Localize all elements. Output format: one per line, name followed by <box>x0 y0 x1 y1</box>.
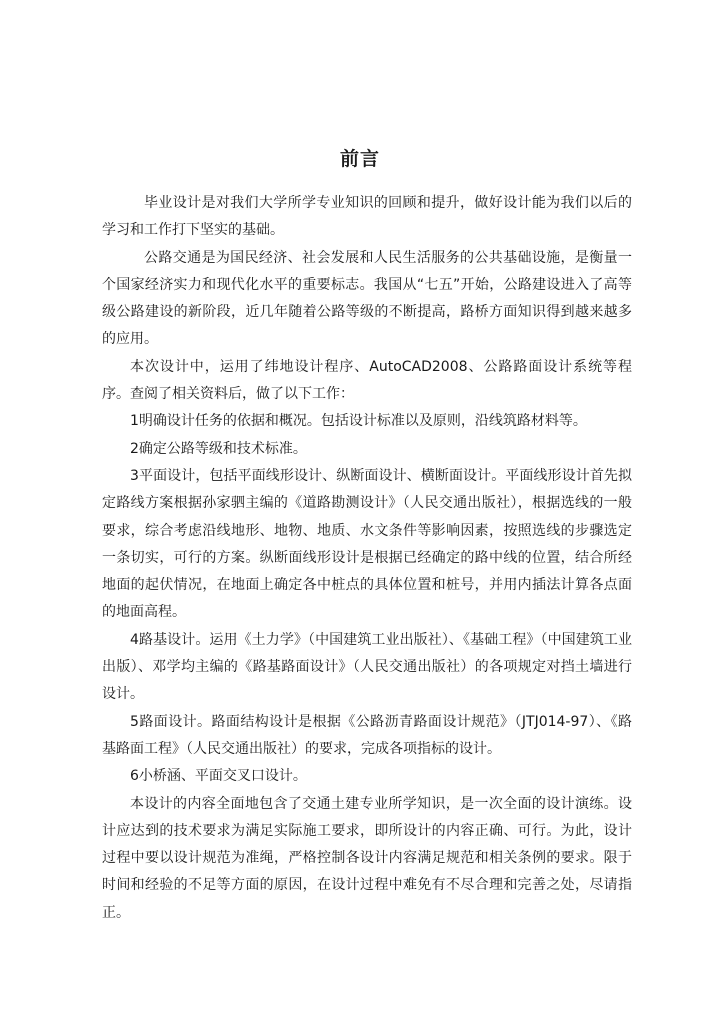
paragraph-intro: 毕业设计是对我们大学所学专业知识的回顾和提升，做好设计能为我们以后的学习和工作打下坚实的基础。 <box>102 195 632 239</box>
document-body <box>102 190 632 927</box>
paragraph-item-1: 1明确设计任务的依据和概况。包括设计标准以及原则，沿线筑路材料等。 <box>130 413 587 430</box>
paragraph-item-3: 3平面设计，包括平面线形设计、纵断面设计、横断面设计。平面线形设计首先拟定路线方案根据孙家驷主编的《道路勘测设计》（人民交通出版社），根据选线的一般要求，综合考虑沿线地形、地物、地质、水文条件等影响因素，按照选线的步骤选定一条切实，可行的方案。纵断面线形设计是根据已经确定的路中线的位置，结合所经地面的起伏情况，在地面上确定各中桩点的具体位置和桩号，并用内插法计算各点面的地面高程。 <box>102 467 632 621</box>
paragraph-item-5: 5路面设计。路面结构设计是根据《公路沥青路面设计规范》（JTJ014-97）、《路基路面工程》（人民交通出版社）的要求，完成各项指标的设计。 <box>102 713 632 757</box>
paragraph-software-used: 本次设计中，运用了纬地设计程序、AutoCAD2008、公路路面设计系统等程序。查阅了相关资料后，做了以下工作： <box>102 358 632 403</box>
paragraph-highway-background: 公路交通是为国民经济、社会发展和人民生活服务的公共基础设施，是衡量一个国家经济实力和现代化水平的重要标志。我国从“七五”开始，公路建设进入了高等级公路建设的新阶段，近几年随着公路等级的不断提高，路桥方面知识得到越来越多的应用。 <box>102 249 632 348</box>
page-title: 前言 <box>339 148 380 170</box>
paragraph-item-2: 2确定公路等级和技术标准。 <box>130 440 307 457</box>
paragraph-item-6: 6小桥涵、平面交叉口设计。 <box>130 768 307 785</box>
paragraph-item-4: 4路基设计。运用《土力学》（中国建筑工业出版社）、《基础工程》（中国建筑工业出版）、邓学均主编的《路基路面设计》（人民交通出版社）的各项规定对挡土墙进行设计。 <box>102 631 632 703</box>
paragraph-conclusion: 本设计的内容全面地包含了交通土建专业所学知识，是一次全面的设计演练。设计应达到的技术要求为满足实际施工要求，即所设计的内容正确、可行。为此，设计过程中要以设计规范为准绳，严格控制各设计内容满足规范和相关条例的要求。限于时间和经验的不足等方面的原因，在设计过程中难免有不尽合理和完善之处，尽请指正。 <box>102 795 632 921</box>
